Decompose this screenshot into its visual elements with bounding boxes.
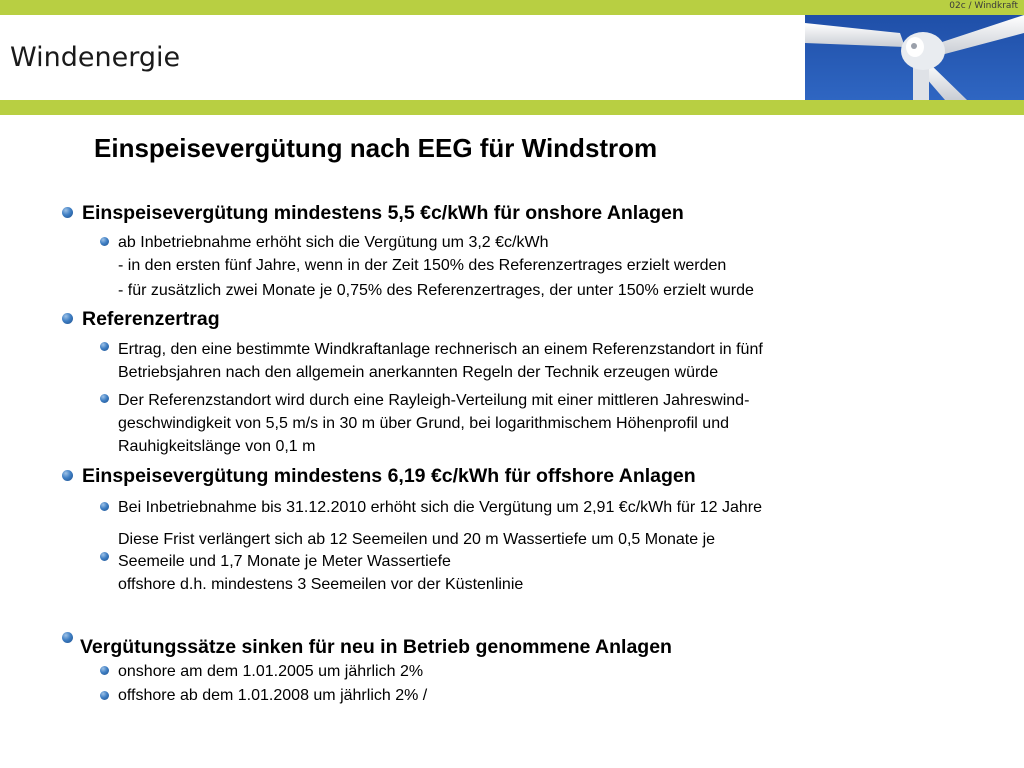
text-line: - in den ersten fünf Jahre, wenn in der Zeit 150% des Referenzertrages erzielt werden: [118, 257, 727, 274]
bullet-verguetungssaetze: Vergütungssätze sinken für neu in Betrieb genommene Anlagen: [80, 636, 672, 658]
bullet-icon: [62, 207, 73, 218]
text-line: Der Referenzstandort wird durch eine Rayleigh-Verteilung mit einer mittleren Jahreswind-: [118, 392, 750, 409]
bullet-icon: [100, 502, 109, 511]
bullet-icon: [100, 666, 109, 675]
bottom-accent-bar: [0, 100, 1024, 115]
slide-title: Windenergie: [10, 42, 181, 73]
text-line: - für zusätzlich zwei Monate je 0,75% des Referenzertrages, der unter 150% erzielt wurde: [118, 282, 754, 299]
bullet-icon: [100, 237, 109, 246]
text-line: Betriebsjahren nach den allgemein anerkannten Regeln der Technik erzeugen würde: [118, 364, 719, 381]
bullet-icon: [100, 691, 109, 700]
text-line: Seemeile und 1,7 Monate je Meter Wassertiefe: [118, 553, 451, 570]
text-line: onshore am dem 1.01.2005 um jährlich 2%: [118, 663, 424, 680]
corner-label: 02c / Windkraft: [949, 1, 1018, 11]
text-line: Diese Frist verlängert sich ab 12 Seemeilen und 20 m Wassertiefe um 0,5 Monate je: [118, 531, 716, 548]
text-line: offshore ab dem 1.01.2008 um jährlich 2% /: [118, 687, 428, 704]
text-line: ab Inbetriebnahme erhöht sich die Vergütung um 3,2 €c/kWh: [118, 234, 549, 251]
bullet-onshore: Einspeisevergütung mindestens 5,5 €c/kWh für onshore Anlagen: [82, 202, 684, 224]
bullet-icon: [62, 632, 73, 643]
bullet-icon: [62, 470, 73, 481]
bullet-referenzertrag: Referenzertrag: [82, 308, 220, 330]
text-line: Ertrag, den eine bestimmte Windkraftanlage rechnerisch an einem Referenzstandort in fünf: [118, 341, 763, 358]
bullet-icon: [100, 394, 109, 403]
text-line: Bei Inbetriebnahme bis 31.12.2010 erhöht sich die Vergütung um 2,91 €c/kWh für 12 Jahre: [118, 499, 762, 516]
slide-heading: Einspeisevergütung nach EEG für Windstrom: [94, 133, 658, 163]
bullet-icon: [62, 313, 73, 324]
text-line: offshore d.h. mindestens 3 Seemeilen vor der Küstenlinie: [118, 576, 524, 593]
bullet-icon: [100, 342, 109, 351]
wind-turbine-icon: [805, 15, 1024, 100]
bullet-icon: [100, 552, 109, 561]
top-accent-bar: [0, 0, 1024, 15]
text-line: geschwindigkeit von 5,5 m/s in 30 m über Grund, bei logarithmischem Höhenprofil und: [118, 415, 729, 432]
text-line: Rauhigkeitslänge von 0,1 m: [118, 438, 316, 455]
bullet-offshore: Einspeisevergütung mindestens 6,19 €c/kWh für offshore Anlagen: [82, 465, 696, 487]
